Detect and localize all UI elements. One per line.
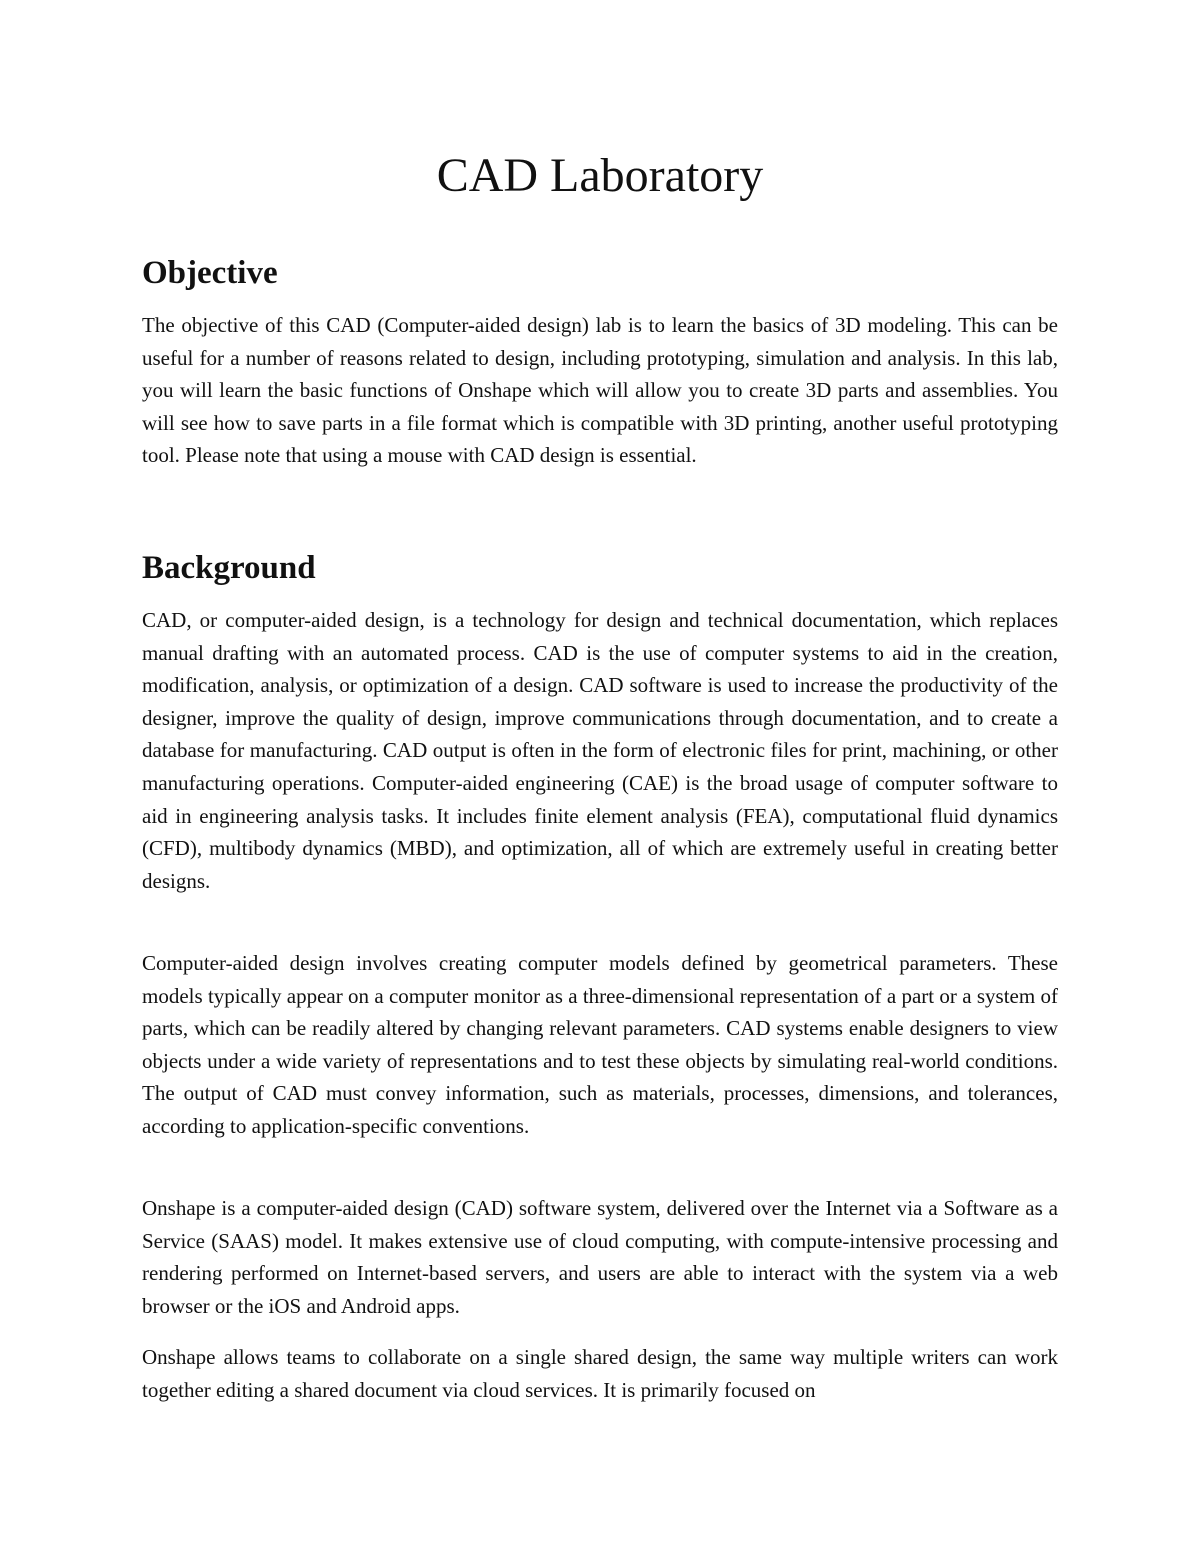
background-paragraph: Onshape is a computer-aided design (CAD) software system, delivered over the Internet via a Software as a Service (SAAS) model. It makes extensive use of cloud computing, with compute-intensive processing and rendering performed on Internet-based servers, and users are able to interact with the system via a web browser or the iOS and Android apps. xyxy=(142,1196,1058,1318)
objective-heading: Objective xyxy=(142,255,278,291)
objective-paragraph: The objective of this CAD (Computer-aided design) lab is to learn the basics of 3D modeling. This can be useful for a number of reasons related to design, including prototyping, simulation and analysis. In this lab, you will learn the basic functions of Onshape which will allow you to create 3D parts and assemblies. You will see how to save parts in a file format which is compatible with 3D printing, another useful prototyping tool. Please note that using a mouse with CAD design is essential. xyxy=(142,313,1058,468)
background-paragraph: CAD, or computer-aided design, is a technology for design and technical documentation, which replaces manual drafting with an automated process. CAD is the use of computer systems to aid in the creation, modification, analysis, or optimization of a design. CAD software is used to increase the productivity of the designer, improve the quality of design, improve communications through documentation, and to create a database for manufacturing. CAD output is often in the form of electronic files for print, machining, or other manufacturing operations. Computer-aided engineering (CAE) is the broad usage of computer software to aid in engineering analysis tasks. It includes finite element analysis (FEA), computational fluid dynamics (CFD), multibody dynamics (MBD), and optimization, all of which are extremely useful in creating better designs. xyxy=(142,608,1058,893)
background-paragraph: Onshape allows teams to collaborate on a single shared design, the same way multiple writers can work together editing a shared document via cloud services. It is primarily focused on xyxy=(142,1345,1058,1402)
background-paragraph: Computer-aided design involves creating computer models defined by geometrical parameters. These models typically appear on a computer monitor as a three-dimensional representation of a part or a system of parts, which can be readily altered by changing relevant parameters. CAD systems enable designers to view objects under a wide variety of representations and to test these objects by simulating real-world conditions. The output of CAD must convey information, such as materials, processes, dimensions, and tolerances, according to application-specific conventions. xyxy=(142,951,1058,1138)
background-heading: Background xyxy=(142,550,316,586)
document-title: CAD Laboratory xyxy=(436,149,764,202)
